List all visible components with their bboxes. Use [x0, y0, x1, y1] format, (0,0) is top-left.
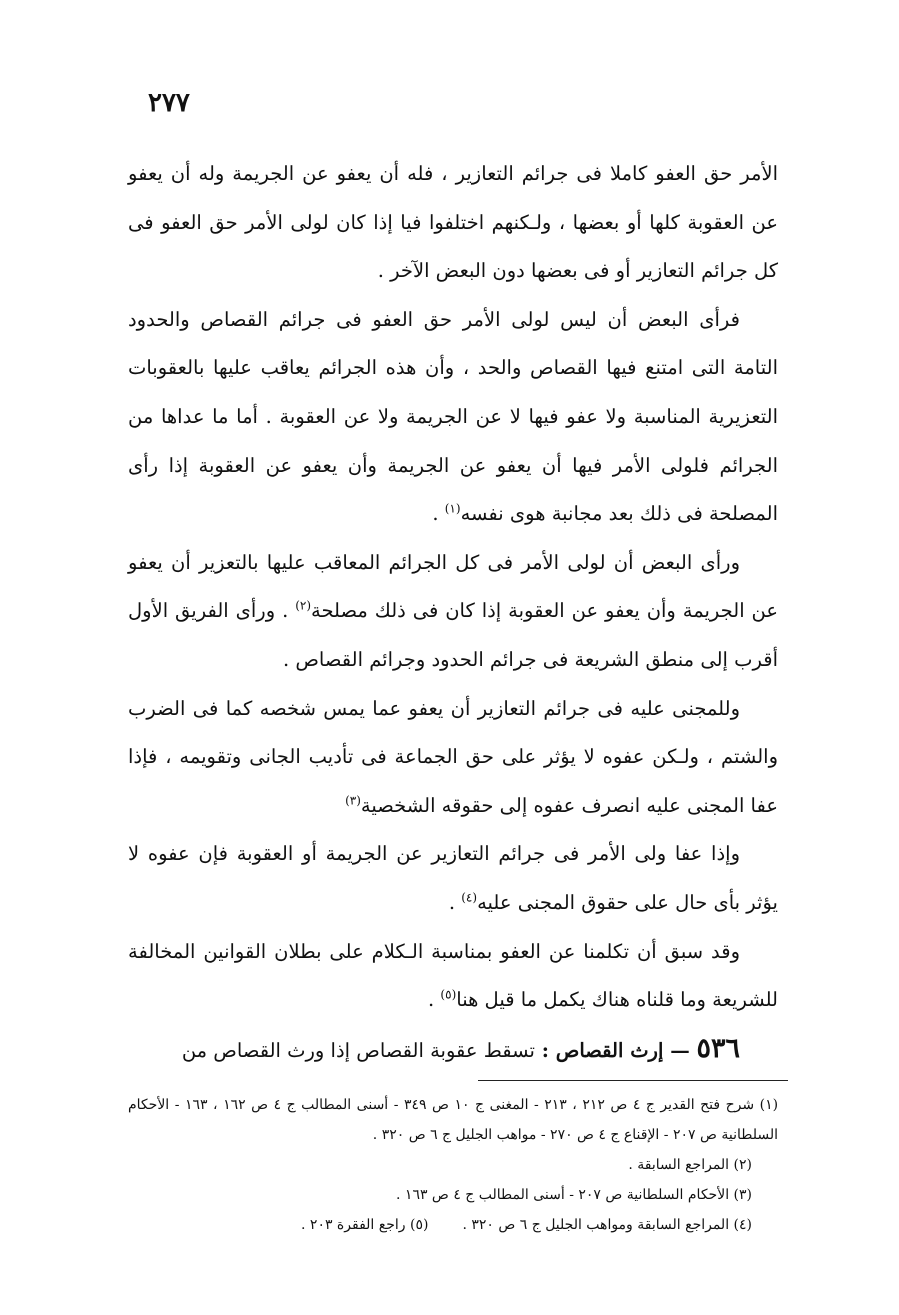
footnote-2: (٢) المراجع السابقة . — [628, 1157, 752, 1173]
paragraph-2 — [128, 296, 778, 539]
paragraph-4 — [128, 685, 778, 831]
footnote-4: (٤) المراجع السابقة ومواهب الجليل ج ٦ ص ٣٢٠ . — [462, 1217, 752, 1233]
paragraph-2-end: . — [432, 502, 439, 526]
main-text — [128, 150, 778, 1075]
paragraph-3-end: . — [282, 599, 289, 623]
section-number: ٥٣٦ — [696, 1032, 740, 1064]
paragraph-5 — [128, 830, 778, 927]
footnote-3: (٣) الأحكام السلطانية ص ٢٠٧ - أسنى المطالب ج ٤ ص ١٦٣ . — [396, 1187, 752, 1203]
footnote-ref-2: (٢) — [295, 598, 312, 613]
section-heading — [128, 1025, 778, 1076]
paragraph-1-text: الأمر حق العفو كاملا فى جرائم التعازير ، فله أن يعفو عن الجريمة وله أن يعفو عن العقوبة كلها أو بعضها ، ولـكنهم اختلفوا فيا إذا كان لولى الأمر حق العفو فى كل جرائم التعازير أو فى بعضها دون البعض الآخر . — [128, 162, 778, 283]
paragraph-3 — [128, 539, 778, 685]
footnote-ref-4: (٤) — [461, 890, 478, 905]
paragraph-5-end: . — [448, 890, 456, 914]
paragraph-5-text: وإذا عفا ولى الأمر فى جرائم التعازير عن الجريمة أو العقوبة فإن عفوه لا يؤثر بأى حال على حقوق المجنى عليه — [128, 842, 778, 914]
paragraph-2-text: فرأى البعض أن ليس لولى الأمر حق العفو فى جرائم القصاص والحدود التامة التى امتنع فيها القصاص والحد ، وأن هذه الجرائم يعاقب عليها بالعقوبات التعزيرية المناسبة ولا عفو فيها لا عن الجريمة ولا عن العقوبة . أما ما عداها من الجرائم فلولى الأمر فيها أن يعفو عن الجريمة وأن يعفو عن العقوبة إذا رأى المصلحة فى ذلك بعد مجانبة هوى نفسه — [128, 307, 778, 526]
footnote-1: (١) شرح فتح القدير ج ٤ ص ٢١٢ ، ٢١٣ - المغنى ج ١٠ ص ٣٤٩ - أسنى المطالب ج ٤ ص ١٦٢ ، ١٦٣ - الأحكام السلطانية ص ٢٠٧ - الإقناع ج ٤ ص ٢٧٠ - مواهب الجليل ج ٦ ص ٣٢٠ . — [128, 1097, 779, 1143]
footnote-4-5 — [128, 1210, 778, 1240]
section-text: تسقط عقوبة القصاص إذا ورث القصاص من — [181, 1038, 535, 1062]
section-dash: — — [670, 1038, 690, 1062]
paragraph-6-text: وقد سبق أن تكلمنا عن العفو بمناسبة الـكلام على بطلان القوانين المخالفة للشريعة وما قلناه هناك يكمل ما قيل هنا — [128, 939, 778, 1012]
footnote-separator — [478, 1080, 788, 1081]
paragraph-3-text: ورأى البعض أن لولى الأمر فى كل الجرائم المعاقب عليها بالتعزير أن يعفو عن الجريمة وأن يعفو عن العقوبة إذا كان فى ذلك مصلحة — [128, 550, 779, 623]
footnote-5: (٥) راجع الفقرة ٢٠٣ . — [301, 1217, 429, 1233]
paragraph-1 — [128, 150, 778, 296]
footnote-ref-3: (٣) — [345, 793, 361, 808]
section-title: إرث القصاص : — [541, 1038, 664, 1062]
paragraph-4-text: وللمجنى عليه فى جرائم التعازير أن يعفو عما يمس شخصه كما فى الضرب والشتم ، ولـكن عفوه لا يؤثر على حق الجماعة فى تأديب الجانى وتقويمه ، فإذا عفا المجنى عليه انصرف عفوه إلى حقوقه الشخصية — [128, 696, 778, 817]
paragraph-6-end: . — [428, 988, 435, 1012]
footnotes — [128, 1090, 778, 1240]
footnote-ref-1: (١) — [444, 501, 461, 516]
paragraph-3-continued: ورأى الفريق الأول أقرب إلى منطق الشريعة فى جرائم الحدود وجرائم القصاص . — [128, 599, 778, 671]
page-number: ٢٧٧ — [148, 88, 190, 118]
footnote-ref-5: (٥) — [440, 987, 457, 1002]
paragraph-6 — [128, 928, 778, 1025]
